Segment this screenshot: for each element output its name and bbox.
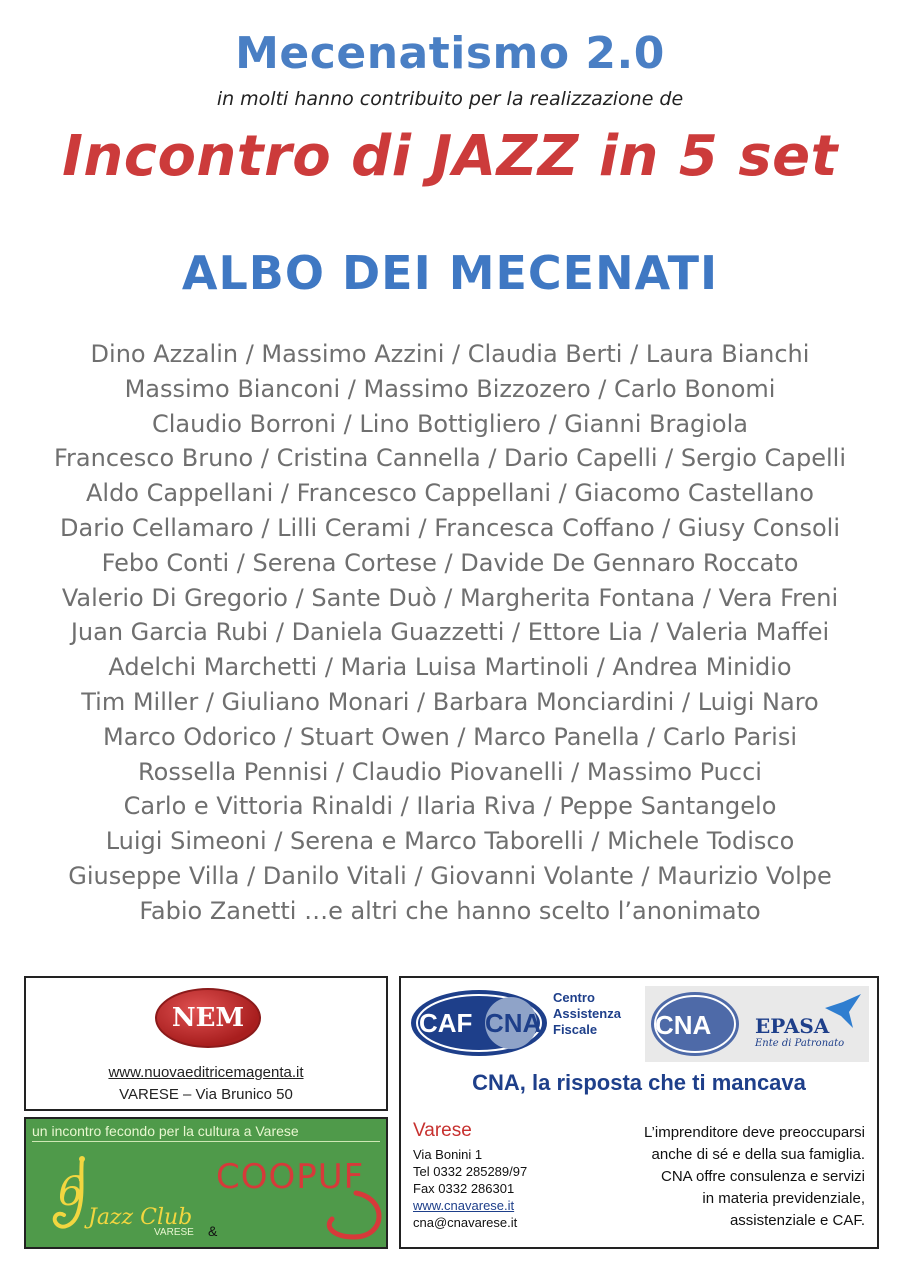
patron-line: Febo Conti / Serena Cortese / Davide De Gennaro Roccato <box>101 548 799 577</box>
patron-line: Adelchi Marchetti / Maria Luisa Martinoli / Andrea Minidio <box>108 653 792 682</box>
cna-street: Via Bonini 1 <box>413 1147 483 1162</box>
nem-sponsor-box <box>24 976 388 1111</box>
cna-tel: Tel 0332 285289/97 <box>413 1164 528 1179</box>
epasa-subtitle: Ente di Patronato <box>755 1038 845 1049</box>
caf-label-line: Centro <box>553 990 595 1005</box>
jazzclub-sponsor-box <box>24 1117 388 1249</box>
cna-fax: Fax 0332 286301 <box>413 1181 515 1196</box>
epasa-name: EPASA <box>755 1014 830 1038</box>
patron-line: Carlo e Vittoria Rinaldi / Ilaria Riva / Peppe Santangelo <box>123 792 777 821</box>
patron-line: Francesco Bruno / Cristina Cannella / Dario Capelli / Sergio Capelli <box>53 444 847 473</box>
paper-bird-icon <box>823 992 863 1032</box>
epasa-logo <box>645 986 869 1062</box>
patron-line: Valerio Di Gregorio / Sante Duò / Margherita Fontana / Vera Freni <box>61 583 839 612</box>
patron-line: Rossella Pennisi / Claudio Piovanelli / Massimo Pucci <box>138 757 762 786</box>
jazzclub-tagline: un incontro fecondo per la cultura a Varese <box>32 1123 380 1142</box>
cna-contact-info <box>413 1146 527 1231</box>
caf-label <box>553 990 621 1038</box>
patron-line: Marco Odorico / Stuart Owen / Marco Panella / Carlo Parisi <box>103 722 797 751</box>
cna-slogan: CNA, la risposta che ti mancava <box>472 1070 806 1095</box>
swirl-icon <box>216 1153 386 1243</box>
patron-list <box>0 337 900 929</box>
jazzclub-logo <box>44 1155 204 1243</box>
cna-desc-line: anche di sé e della sua famiglia. <box>651 1146 865 1163</box>
patron-line: Claudio Borroni / Lino Bottigliero / Gianni Bragiola <box>152 409 748 438</box>
epasa-cna-word: CNA <box>655 1010 712 1040</box>
coopuf-text: COOPUF <box>216 1157 365 1197</box>
nem-address: VARESE – Via Brunico 50 <box>119 1086 293 1103</box>
nem-website-link[interactable]: www.nuovaeditricemagenta.it <box>108 1064 304 1081</box>
cna-desc-line: assistenziale e CAF. <box>729 1212 865 1229</box>
patron-line: Dario Cellamaro / Lilli Cerami / Francesca Coffano / Giusy Consoli <box>60 513 840 542</box>
caf-word: CAF <box>419 1008 473 1038</box>
jazzclub-city: VARESE <box>154 1227 194 1238</box>
caf-cna-logo <box>409 988 549 1058</box>
patron-line: Fabio Zanetti …e altri che hanno scelto l’anonimato <box>139 896 761 925</box>
cna-email[interactable]: cna@cnavarese.it <box>413 1215 518 1230</box>
cna-sponsor-box <box>399 976 879 1249</box>
cna-city: Varese <box>413 1120 472 1141</box>
cna-desc-line: L’imprenditore deve preoccuparsi <box>644 1124 865 1141</box>
ampersand: & <box>208 1223 218 1239</box>
cna-desc-line: CNA offre consulenza e servizi <box>661 1168 865 1185</box>
cna-desc-line: in materia previdenziale, <box>702 1190 865 1207</box>
nem-logo <box>155 988 261 1048</box>
patron-line: Giuseppe Villa / Danilo Vitali / Giovanni Volante / Maurizio Volpe <box>68 861 832 890</box>
patron-line: Aldo Cappellani / Francesco Cappellani / Giacomo Castellano <box>85 479 814 508</box>
patron-line: Juan Garcia Rubi / Daniela Guazzetti / Ettore Lia / Valeria Maffei <box>70 618 830 647</box>
caf-label-line: Assistenza <box>553 1006 621 1021</box>
jazzclub-number: 6 <box>58 1169 84 1215</box>
cna-description <box>565 1122 865 1232</box>
page-title: Mecenatismo 2.0 <box>235 28 665 79</box>
nem-logo-text: NEM <box>171 1003 245 1033</box>
event-title: Incontro di JAZZ in 5 set <box>62 124 838 189</box>
caf-label-line: Fiscale <box>553 1022 598 1037</box>
patron-line: Tim Miller / Giuliano Monari / Barbara Monciardini / Luigi Naro <box>81 687 819 716</box>
patron-line: Massimo Bianconi / Massimo Bizzozero / Carlo Bonomi <box>124 374 776 403</box>
patron-line: Luigi Simeoni / Serena e Marco Taborelli / Michele Todisco <box>105 827 795 856</box>
patron-line: Dino Azzalin / Massimo Azzini / Claudia Berti / Laura Bianchi <box>90 340 810 368</box>
cna-word: CNA <box>485 1008 542 1038</box>
page-subtitle: in molti hanno contribuito per la realizzazione de <box>216 88 684 110</box>
coopuf-logo <box>216 1153 386 1243</box>
albo-heading: ALBO DEI MECENATI <box>181 246 719 300</box>
jazzclub-name: Jazz Club <box>88 1205 193 1230</box>
cna-website-link[interactable]: www.cnavarese.it <box>413 1198 515 1213</box>
